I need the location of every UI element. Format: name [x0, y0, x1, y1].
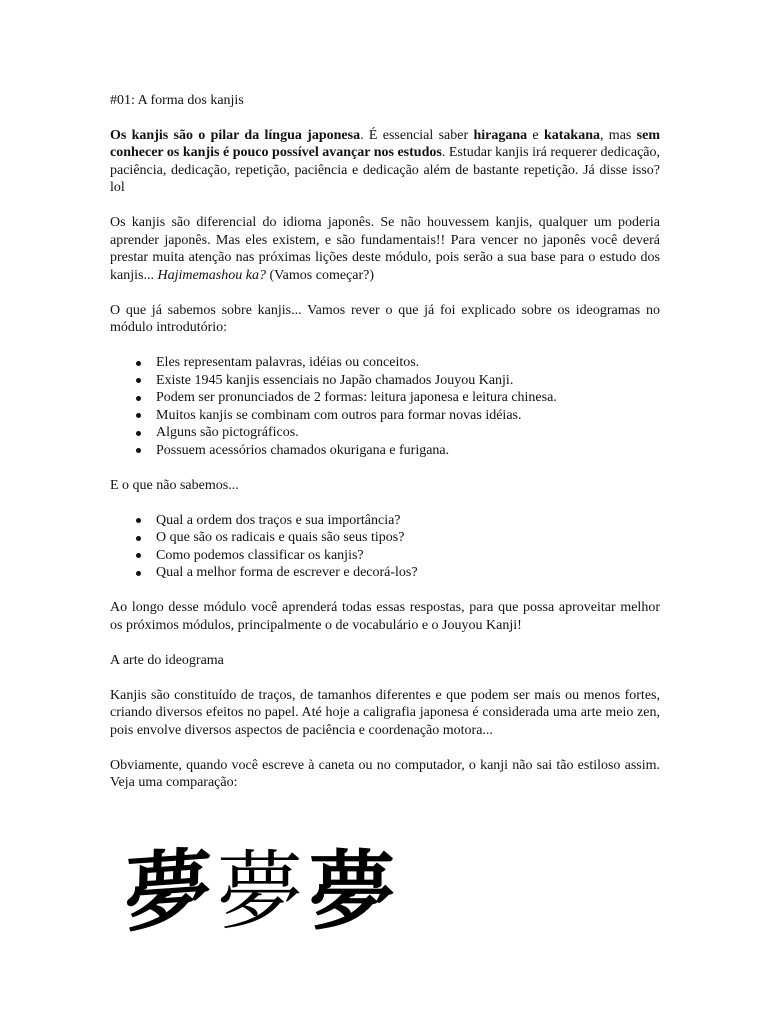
document-body: [110, 92, 660, 809]
list-item: Como podemos classificar os kanjis?: [156, 547, 660, 565]
questions-list: [110, 512, 660, 582]
list-item: Qual a ordem dos traços e sua importância?: [156, 512, 660, 530]
kanji-print-style: 夢: [217, 842, 303, 942]
list-item: Podem ser pronunciados de 2 formas: leitura japonesa e leitura chinesa.: [156, 389, 660, 407]
list-item: Muitos kanjis se combinam com outros para formar novas idéias.: [156, 407, 660, 425]
review-paragraph: O que já sabemos sobre kanjis... Vamos rever o que já foi explicado sobre os ideogramas no módulo introdutório:: [110, 302, 660, 335]
module-paragraph: Ao longo desse módulo você aprenderá todas essas respostas, para que possa aproveitar melhor os próximos módulos, principalmente o de vocabulário e o Jouyou Kanji!: [110, 600, 660, 633]
bold-text: katakana: [543, 127, 600, 143]
list-item: Qual a melhor forma de escrever e decorá-los?: [156, 564, 660, 582]
kanji-bold-style: 夢: [309, 842, 395, 942]
bold-text: sem conhecer os kanjis é pouco possível avançar nos estudos: [110, 127, 660, 160]
list-item: O que são os radicais e quais são seus tipos?: [156, 529, 660, 547]
list-item: Eles representam palavras, idéias ou conceitos.: [156, 354, 660, 372]
differential-paragraph: Os kanjis são diferencial do idioma japonês. Se não houvessem kanjis, qualquer um poderia aprender japonês. Mas eles existem, e são fundamentais!! Para vencer no japonês você deverá prestar muita atenção nas próximas lições deste módulo, pois serão a sua base para o estudo dos kanjis... Hajimemashou ka? (Vamos começar?): [110, 215, 660, 283]
bold-text: Os kanjis são o pilar da língua japonesa: [110, 127, 361, 143]
list-item: Possuem acessórios chamados okurigana e furigana.: [156, 442, 660, 460]
list-item: Existe 1945 kanjis essenciais no Japão chamados Jouyou Kanji.: [156, 372, 660, 390]
known-facts-list: [110, 354, 660, 459]
comparison-paragraph: Obviamente, quando você escreve à caneta ou no computador, o kanji não sai tão estiloso assim. Veja uma comparação:: [110, 757, 660, 790]
kanji-brush-style: 夢: [123, 839, 213, 945]
strokes-paragraph: Kanjis são constituído de traços, de tamanhos diferentes e que podem ser mais ou menos fortes, criando diversos efeitos no papel. Até hoje a caligrafia japonesa é considerada uma arte meio zen, pois envolve diversos aspectos de paciência e coordenação motora...: [110, 687, 660, 738]
unknown-intro-paragraph: E o que não sabemos...: [110, 477, 239, 493]
list-item: Alguns são pictográficos.: [156, 424, 660, 442]
italic-text: Hajimemashou ka?: [157, 267, 266, 283]
intro-paragraph: Os kanjis são o pilar da língua japonesa. É essencial saber hiragana e katakana, mas sem conhecer os kanjis é pouco possível avançar nos estudos. Estudar kanjis irá requerer dedicação, paciência, dedicação, repetição, paciência e dedicação além de bastante repetição. Já disse isso? lol: [110, 127, 661, 195]
kanji-comparison: [122, 832, 398, 945]
section-heading: A arte do ideograma: [110, 652, 224, 668]
document-title: #01: A forma dos kanjis: [110, 93, 244, 108]
bold-text: hiragana: [473, 127, 528, 143]
